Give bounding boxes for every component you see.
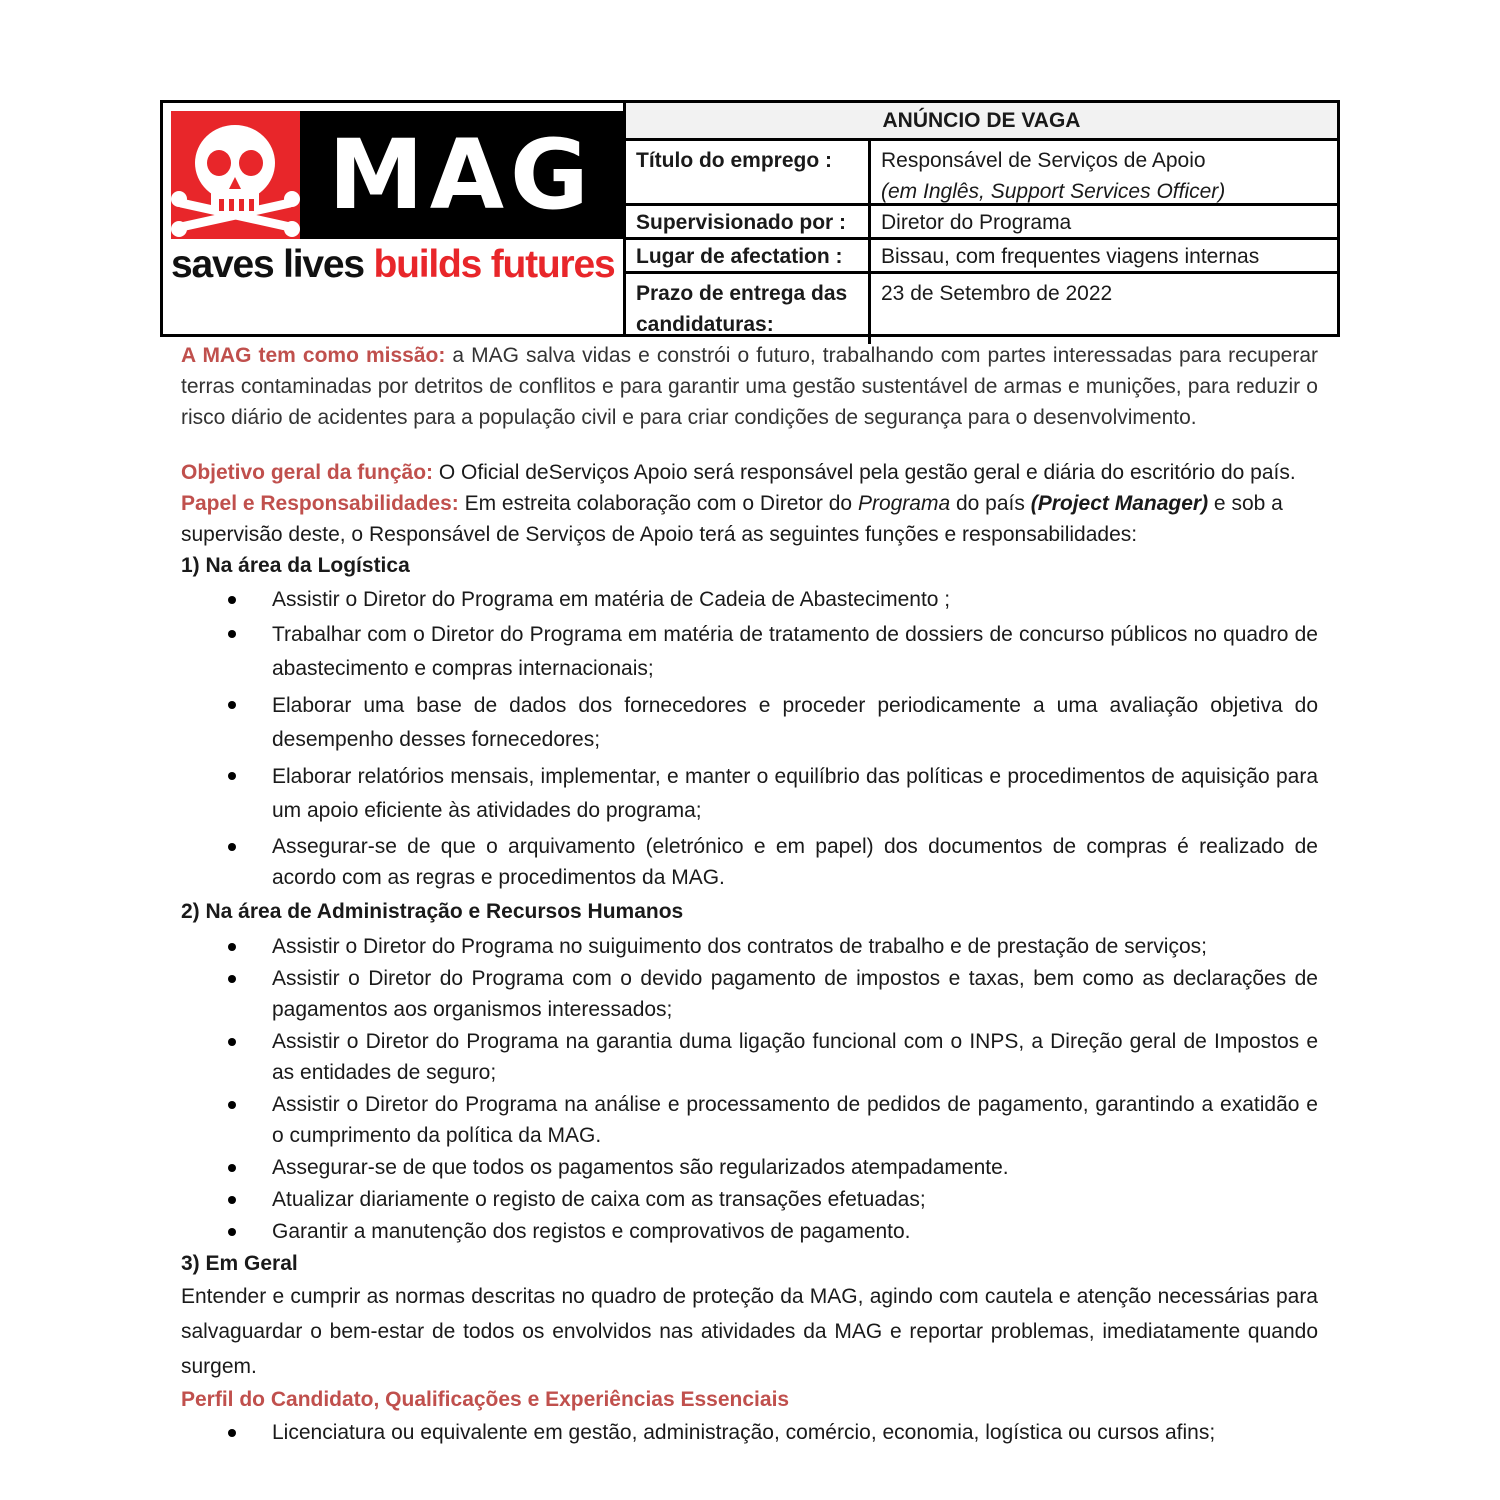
list-item: Atualizar diariamente o registo de caixa com as transações efetuadas;: [272, 1184, 1318, 1215]
list-item: Assegurar-se de que todos os pagamentos são regularizados atempadamente.: [272, 1152, 1318, 1183]
skull-crossbones-icon: [171, 111, 300, 239]
role-text: e sob a supervisão deste, o Responsável de Serviços de Apoio terá as seguintes funções e responsabilidades:: [181, 492, 1283, 546]
role-italic: Programa: [857, 492, 951, 515]
mission-paragraph: [181, 340, 1318, 433]
vacancy-title: ANÚNCIO DE VAGA: [626, 103, 1337, 141]
list-item: Assistir o Diretor do Programa em matéria de Cadeia de Abastecimento ;: [272, 584, 1318, 615]
section1-list: [181, 584, 1318, 893]
section3-paragraph: Entender e cumprir as normas descritas no quadro de proteção da MAG, agindo com cautela e atenção necessárias para salvaguardar o bem-estar de todos os envolvidos nas atividades da MAG e reportar problemas, imediatamente quando surgem.: [181, 1285, 1318, 1378]
vacancy-header-table: [160, 100, 1340, 337]
info-value: [871, 141, 1337, 203]
role-text: do país: [950, 492, 1031, 515]
objective-text: O Oficial deServiços Apoio será responsável pela gestão geral e diária do escritório do país.: [433, 461, 1296, 484]
profile-heading: Perfil do Candidato, Qualificações e Experiências Essenciais: [181, 1388, 790, 1411]
list-item: Garantir a manutenção dos registos e comprovativos de pagamento.: [272, 1216, 1318, 1247]
section2-heading: 2) Na área de Administração e Recursos Humanos: [181, 900, 684, 923]
logo-cell: [163, 103, 626, 334]
role-label: Papel e Responsabilidades:: [181, 492, 459, 515]
info-row-job-title: [626, 141, 1337, 206]
tagline-red: builds futures: [373, 243, 615, 286]
objective-label: Objetivo geral da função:: [181, 461, 434, 484]
role-paragraph: [181, 488, 1318, 550]
section2-list: [181, 931, 1318, 1247]
list-item: Licenciatura ou equivalente em gestão, administração, comércio, economia, logística ou cursos afins;: [272, 1417, 1318, 1448]
tagline-black: saves lives: [171, 243, 364, 286]
mag-logo: [171, 111, 623, 239]
info-value: 23 de Setembro de 2022: [881, 282, 1113, 305]
job-title-english: (em Inglês, Support Services Officer): [881, 180, 1226, 203]
list-item: Elaborar uma base de dados dos fornecedores e proceder periodicamente a uma avaliação objetiva do desempenho desses fornecedores;: [272, 689, 1318, 757]
list-item: Elaborar relatórios mensais, implementar, e manter o equilíbrio das políticas e procedimentos de aquisição para um apoio eficiente às atividades do programa;: [272, 760, 1318, 828]
profile-list: [181, 1417, 1318, 1448]
info-value: Diretor do Programa: [881, 211, 1072, 234]
info-value: Bissau, com frequentes viagens internas: [881, 245, 1260, 268]
job-title-value: Responsável de Serviços de Apoio: [881, 149, 1206, 172]
info-label: Supervisionado por :: [626, 206, 871, 237]
section3-heading: 3) Em Geral: [181, 1252, 298, 1275]
objective-paragraph: [181, 457, 1318, 488]
role-bold-italic: (Project Manager): [1030, 492, 1209, 515]
list-item: Assistir o Diretor do Programa com o devido pagamento de impostos e taxas, bem como as declarações de pagamentos aos organismos interessados;: [272, 963, 1318, 1025]
document-body: [181, 340, 1318, 1448]
info-row-supervisor: [626, 206, 1337, 240]
mission-label: A MAG tem como missão:: [181, 344, 446, 367]
list-item: Assegurar-se de que o arquivamento (eletrónico e em papel) dos documentos de compras é realizado de acordo com as regras e procedimentos da MAG.: [272, 831, 1318, 893]
info-label: Prazo de entrega das candidaturas:: [626, 274, 871, 344]
list-item: Assistir o Diretor do Programa no suiguimento dos contratos de trabalho e de prestação de serviços;: [272, 931, 1318, 962]
section1-heading: 1) Na área da Logística: [181, 554, 410, 577]
list-item: Trabalhar com o Diretor do Programa em matéria de tratamento de dossiers de concurso públicos no quadro de abastecimento e compras internacionais;: [272, 618, 1318, 686]
logo-wordmark: MAG: [300, 111, 623, 239]
list-item: Assistir o Diretor do Programa na garantia duma ligação funcional com o INPS, a Direção geral de Impostos e as entidades de seguro;: [272, 1026, 1318, 1088]
mission-text: a MAG salva vidas e constrói o futuro, trabalhando com partes interessadas para recuperar terras contaminadas por detritos de conflitos e para garantir uma gestão sustentável de armas e munições, para reduzir o risco diário de acidentes para a população civil e para criar condições de segurança para o desenvolvimento.: [181, 344, 1318, 429]
info-row-location: [626, 240, 1337, 274]
logo-tagline: [171, 243, 615, 287]
info-label: Lugar de afectation :: [626, 240, 871, 271]
info-label: Título do emprego :: [626, 141, 871, 203]
list-item: Assistir o Diretor do Programa na análise e processamento de pedidos de pagamento, garantindo a exatidão e o cumprimento da política da MAG.: [272, 1089, 1318, 1151]
vacancy-info-cell: [626, 103, 1337, 334]
info-row-deadline: [626, 274, 1337, 344]
role-text: Em estreita colaboração com o Diretor do: [458, 492, 858, 515]
